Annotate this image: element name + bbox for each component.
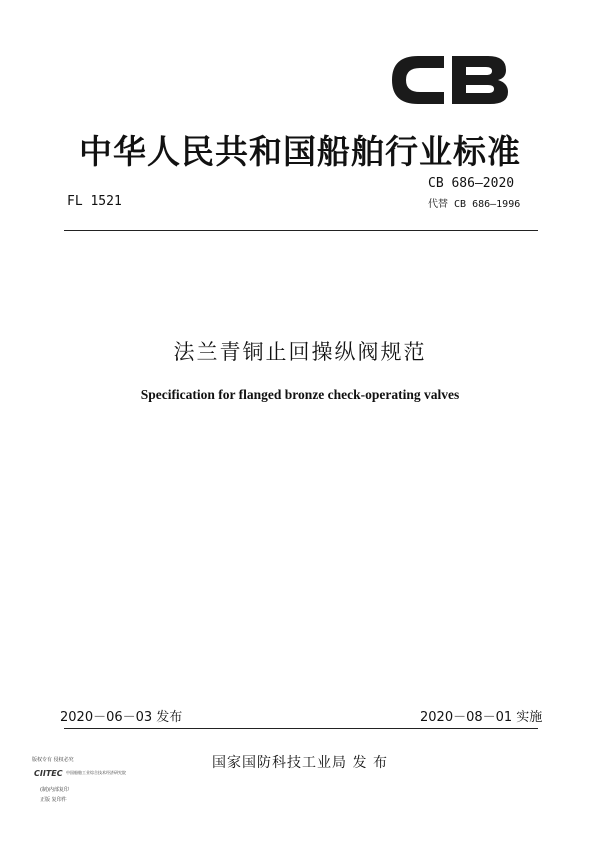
stamp-line: 正版 复印件 [40,797,67,803]
document-title-english: Specification for flanged bronze check-operating valves [140,387,460,402]
standard-number: CB 686—2020 [428,176,515,191]
replaces-standard: 代替 CB 686—1996 [428,199,521,210]
top-divider [64,230,538,231]
publisher: 国家国防科技工业局 发 布 [212,755,388,771]
stamp-line: (制)内部复印 [40,787,69,793]
industry-standard-title: 中华人民共和国船舶行业标准 [79,132,521,171]
stamp-line: 版权专有 侵权必究 [32,757,74,763]
bottom-divider [64,728,538,729]
issue-date: 2020－06－03 发布 [60,710,183,725]
document-title-chinese: 法兰青铜止回操纵阀规范 [173,340,427,364]
implementation-date: 2020－08－01 实施 [420,710,543,725]
stamp-brand: CIITEC [34,769,63,778]
stamp-line: 中国船舶工业综合技术经济研究院 [66,770,126,775]
classification-code: FL 1521 [67,194,122,209]
cb-logo [388,48,512,112]
